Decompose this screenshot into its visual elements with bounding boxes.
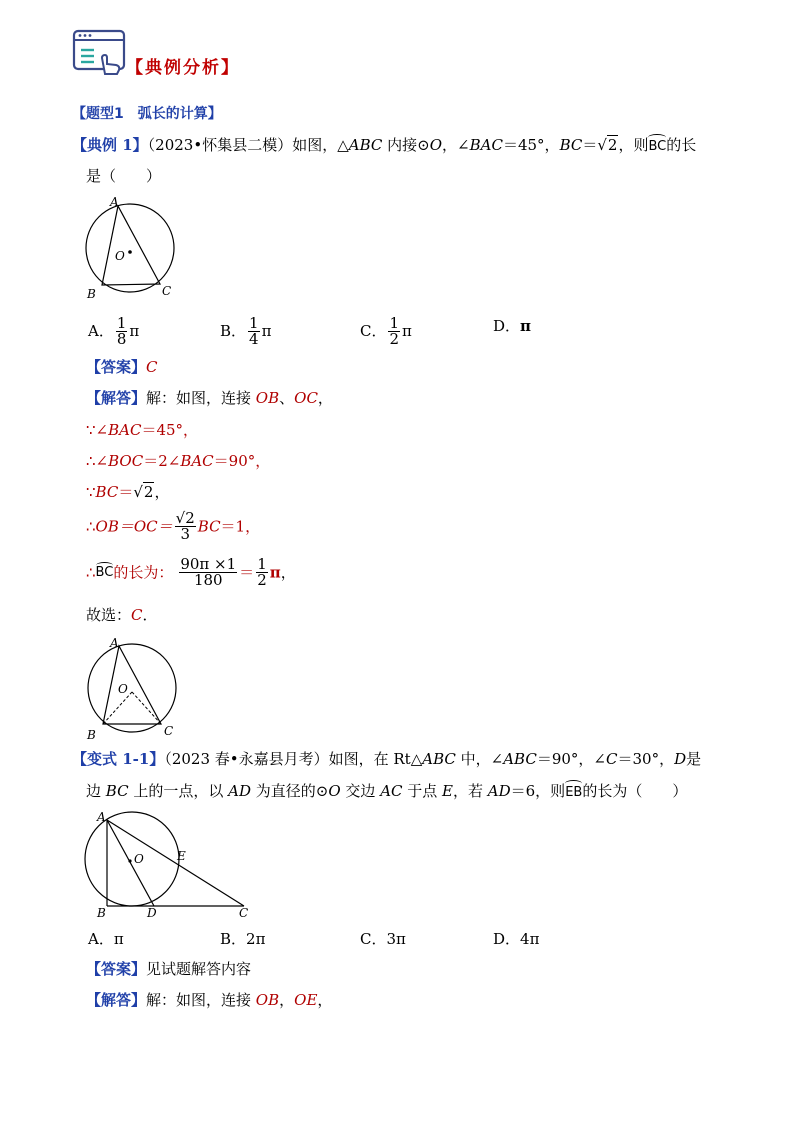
- label-a: A: [97, 810, 106, 824]
- answer-text: 见试题解答内容: [146, 960, 252, 978]
- denominator: 3: [180, 525, 190, 543]
- var: O: [328, 782, 341, 800]
- sqrt: √2: [133, 483, 154, 501]
- answer-tag: 【答案】: [86, 358, 147, 376]
- denominator: 2: [257, 571, 267, 589]
- option-a: [88, 316, 139, 347]
- figure-1-circle-triangle: [82, 196, 192, 301]
- var: ABC: [503, 750, 537, 768]
- label-b: B: [97, 906, 106, 920]
- option-c: [360, 929, 406, 949]
- solution-step-1: [86, 420, 198, 440]
- var: AD: [228, 782, 251, 800]
- var-bac: BAC: [469, 136, 503, 154]
- text: 是: [686, 750, 702, 768]
- variant-1-1-line-2: [86, 781, 687, 803]
- numerator: 1: [257, 555, 267, 573]
- answer-value: C: [146, 358, 158, 376]
- text: 上的一点，以: [128, 782, 229, 800]
- text: ，: [154, 483, 170, 501]
- example-tag: 【典例 1】: [72, 136, 148, 154]
- source-text: （2023•怀集县二模）如图，: [147, 136, 338, 154]
- text: ＝: [239, 563, 255, 582]
- option-label: C．: [360, 930, 387, 948]
- var-bc: BC: [559, 136, 583, 154]
- solution-tag: 【解答】: [86, 991, 147, 1009]
- text: 解：如图，连接: [146, 389, 256, 407]
- option-label: C．: [360, 322, 387, 340]
- pi: π: [261, 322, 272, 340]
- solution-step-3: [86, 482, 169, 502]
- option-d: [493, 316, 531, 336]
- numerator: 1: [389, 314, 400, 332]
- text: ＝: [582, 136, 598, 154]
- text: ＝6，则: [510, 782, 566, 800]
- text: ，则: [618, 136, 649, 154]
- figure-3-right-triangle-circle: [82, 809, 257, 921]
- option-text: π: [520, 317, 532, 335]
- solution-step-2: [86, 451, 270, 471]
- center-dot: [128, 859, 131, 862]
- click-window-icon: [72, 28, 130, 76]
- option-text: 4π: [520, 930, 540, 948]
- solution-step-4: [86, 511, 260, 542]
- text: ，: [279, 991, 295, 1009]
- triangle-abc: [103, 646, 161, 724]
- circle-dot-icon: ⊙: [315, 782, 329, 800]
- text: 的长为（ ）: [582, 782, 688, 800]
- label-c: C: [164, 724, 174, 738]
- fraction: [388, 316, 400, 347]
- option-b: [220, 929, 265, 949]
- fraction: [248, 316, 260, 347]
- fraction: [256, 557, 268, 588]
- choose-value: C: [131, 606, 143, 624]
- answer-line: [86, 959, 251, 979]
- solution-intro: [86, 388, 333, 408]
- answer-tag: 【答案】: [86, 960, 147, 978]
- text: ＝90°，: [213, 452, 271, 470]
- segment-ac: [107, 820, 244, 906]
- var: E: [442, 782, 453, 800]
- circle-o: [88, 644, 176, 732]
- solution-intro: [86, 990, 332, 1010]
- text: ＝1，: [220, 517, 261, 536]
- var: OB＝OC＝: [95, 517, 173, 536]
- var: BOC: [108, 452, 144, 470]
- denominator: 180: [193, 571, 223, 589]
- text: ＝: [118, 483, 134, 501]
- example-1-question: [72, 135, 696, 157]
- label-b: B: [87, 287, 96, 301]
- denominator: 8: [116, 330, 127, 348]
- text: 的长: [666, 136, 697, 154]
- text: 边: [86, 782, 106, 800]
- text: 为直径的: [250, 782, 316, 800]
- text: ，: [317, 991, 333, 1009]
- segment-ob: [103, 692, 132, 724]
- var-o: O: [429, 136, 443, 154]
- var: BAC: [108, 421, 142, 439]
- option-label: D．: [493, 317, 521, 335]
- text: 于点: [402, 782, 443, 800]
- var: AD: [487, 782, 511, 800]
- text: 交边: [340, 782, 381, 800]
- var-abc: ABC: [348, 136, 383, 154]
- numerator: √2: [175, 509, 195, 527]
- numerator: 1: [249, 314, 259, 332]
- text: ，∠: [442, 136, 470, 154]
- text: ＝90°，∠: [536, 750, 606, 768]
- fraction: [175, 511, 196, 542]
- topic-heading: [72, 104, 222, 124]
- text: ．: [142, 606, 158, 624]
- var: C: [606, 750, 618, 768]
- pi: π: [269, 563, 281, 582]
- variant-1-1-question: [72, 749, 701, 769]
- question-blank: 是（ ）: [86, 167, 162, 185]
- label-a: A: [110, 196, 119, 209]
- var-oc: OC: [294, 389, 318, 407]
- numerator: 90π ×1: [180, 555, 237, 573]
- arc-eb: EB: [565, 783, 582, 803]
- topic-title: 【题型1 弧长的计算】: [72, 106, 222, 122]
- option-d: [493, 929, 539, 949]
- numerator: 1: [116, 314, 127, 332]
- var-oe: OE: [294, 991, 318, 1009]
- text: 故选：: [86, 606, 132, 624]
- option-label: A．: [88, 322, 114, 340]
- text: ＝45°，: [502, 136, 560, 154]
- option-label: B．: [220, 322, 247, 340]
- variant-tag: 【变式 1-1】: [72, 750, 165, 768]
- text: 中，∠: [455, 750, 504, 768]
- var: BC: [197, 517, 221, 536]
- var-ob: OB: [255, 991, 280, 1009]
- option-label: A．: [88, 930, 114, 948]
- var: BC: [95, 483, 119, 501]
- text: ∴: [86, 563, 96, 582]
- label-d: D: [147, 906, 157, 920]
- text: 内接: [382, 136, 418, 154]
- var: D: [674, 750, 687, 768]
- label-o: O: [115, 249, 125, 263]
- option-text: 3π: [386, 930, 406, 948]
- sqrt-value: 2: [143, 483, 154, 501]
- var: BC: [105, 782, 129, 800]
- option-b: [220, 316, 271, 347]
- solution-step-5: [86, 557, 296, 588]
- text: ，: [317, 389, 333, 407]
- text: ，若: [453, 782, 488, 800]
- segment-ad: [107, 820, 154, 906]
- center-dot: [128, 250, 132, 254]
- text: ∴: [86, 517, 96, 536]
- text: ＝2∠: [143, 452, 181, 470]
- option-text: π: [113, 930, 124, 948]
- var: BAC: [180, 452, 214, 470]
- label-o: O: [118, 682, 128, 696]
- option-label: D．: [493, 930, 521, 948]
- var: AC: [380, 782, 403, 800]
- label-e: E: [177, 849, 186, 863]
- fraction: [179, 557, 237, 588]
- text: 、: [279, 389, 295, 407]
- label-b: B: [87, 728, 96, 742]
- triangle-symbol: △: [337, 136, 349, 154]
- var: ABC: [422, 750, 456, 768]
- choose-line: [86, 605, 158, 625]
- text: 的长为：: [113, 563, 174, 582]
- option-label: B．: [220, 930, 247, 948]
- label-o: O: [134, 852, 144, 866]
- section-header: [72, 28, 272, 78]
- label-c: C: [162, 284, 172, 298]
- label-a: A: [110, 636, 119, 650]
- solution-tag: 【解答】: [86, 389, 147, 407]
- text: ＝30°，: [617, 750, 675, 768]
- denominator: 4: [249, 330, 259, 348]
- fraction: [116, 316, 128, 347]
- text: 解：如图，连接: [146, 991, 256, 1009]
- text: ，: [280, 563, 296, 582]
- triangle-abc: [102, 206, 160, 285]
- option-text: 2π: [246, 930, 266, 948]
- section-header-title: 【典例分析】: [126, 58, 240, 78]
- question-line-2: [86, 166, 161, 186]
- text: ∵∠: [86, 421, 109, 439]
- var-ob: OB: [255, 389, 280, 407]
- denominator: 2: [389, 330, 400, 348]
- answer-line: [86, 357, 158, 377]
- circle-dot-icon: ⊙: [417, 136, 430, 154]
- text: ＝45°，: [141, 421, 199, 439]
- option-a: [88, 929, 124, 949]
- circle-o: [86, 204, 174, 292]
- circle-o: [85, 812, 179, 906]
- text: （2023 春•永嘉县月考）如图，在 Rt△: [164, 750, 423, 768]
- text: ∴∠: [86, 452, 109, 470]
- text: ∵: [86, 483, 96, 501]
- label-c: C: [239, 906, 249, 920]
- arc-bc: BC: [648, 137, 666, 157]
- pi: π: [129, 322, 140, 340]
- figure-2-circle-triangle: [82, 632, 192, 742]
- pi: π: [402, 322, 412, 340]
- sqrt: √2: [597, 136, 618, 154]
- sqrt-value: 2: [607, 136, 618, 154]
- arc-bc: BC: [95, 564, 114, 580]
- option-c: [360, 316, 412, 347]
